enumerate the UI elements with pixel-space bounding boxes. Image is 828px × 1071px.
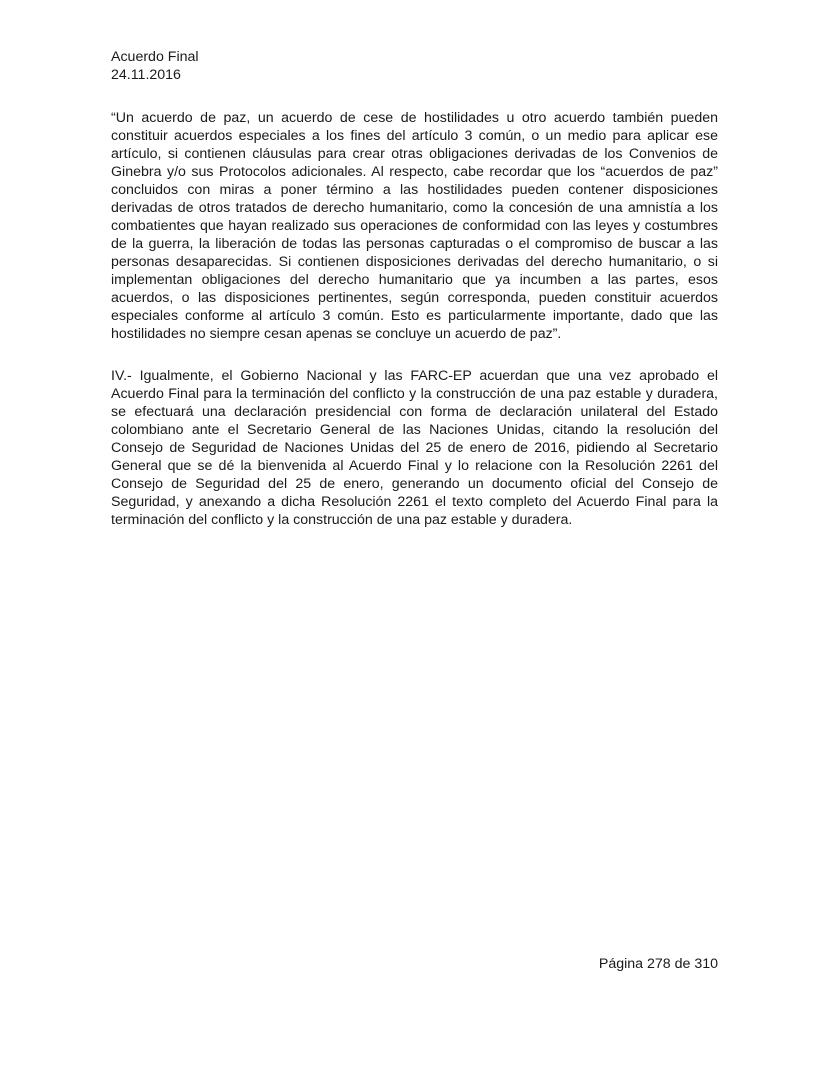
quote-paragraph: “Un acuerdo de paz, un acuerdo de cese de hostilidades u otro acuerdo también pueden constituir acuerdos especiales a los fines del artículo 3 común, o un medio para aplicar ese artículo, si contienen cláusulas para crear otras obligaciones derivadas de los Convenios de Ginebra y/o sus Protocolos adicionales. Al respecto, cabe recordar que los “acuerdos de paz” concluidos con miras a poner término a las hostilidades pueden contener disposiciones derivadas de otros tratados de derecho humanitario, como la concesión de una amnistía a los combatientes que hayan realizado sus operaciones de conformidad con las leyes y costumbres de la guerra, la liberación de todas las personas capturadas o el compromiso de buscar a las personas desaparecidas. Si contienen disposiciones derivadas del derecho humanitario, o si implementan obligaciones del derecho humanitario que ya incumben a las partes, esos acuerdos, o las disposiciones pertinentes, según corresponda, pueden constituir acuerdos especiales conforme al artículo 3 común. Esto es particularmente importante, dado que las hostilidades no siempre cesan apenas se concluye un acuerdo de paz”. <box>111 110 718 342</box>
section-iv-paragraph: IV.- Igualmente, el Gobierno Nacional y las FARC-EP acuerdan que una vez aprobado el Acuerdo Final para la terminación del conflicto y la construcción de una paz estable y duradera, se efectuará una declaración presidencial con forma de declaración unilateral del Estado colombiano ante el Secretario General de las Naciones Unidas, citando la resolución del Consejo de Seguridad de Naciones Unidas del 25 de enero de 2016, pidiendo al Secretario General que se dé la bienvenida al Acuerdo Final y lo relacione con la Resolución 2261 del Consejo de Seguridad del 25 de enero, generando un documento oficial del Consejo de Seguridad, y anexando a dicha Resolución 2261 el texto completo del Acuerdo Final para la terminación del conflicto y la construcción de una paz estable y duradera. <box>111 368 718 528</box>
document-title: Acuerdo Final <box>111 49 199 65</box>
page-number: Página 278 de 310 <box>598 956 718 972</box>
document-date: 24.11.2016 <box>111 67 181 83</box>
page-header <box>111 48 199 84</box>
